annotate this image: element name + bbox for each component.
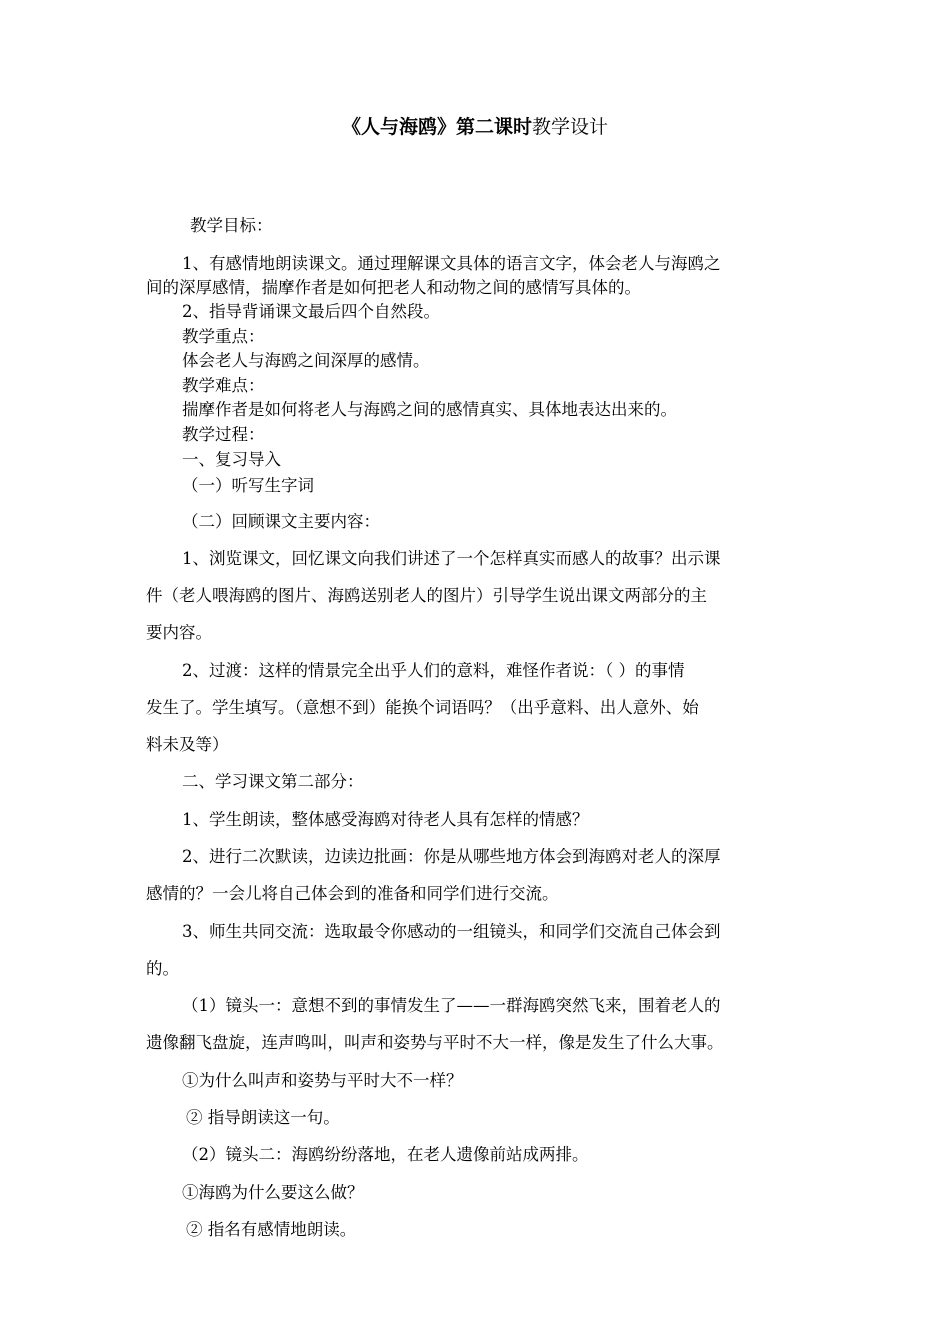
paragraph-line: （2）镜头二：海鸥纷纷落地，在老人遗像前站成两排。 (182, 1145, 589, 1164)
title-bold-part: 《人与海鸥》第二课时 (341, 116, 532, 138)
section-heading: 二、学习课文第二部分： (182, 772, 364, 791)
paragraph-line: 遗像翻飞盘旋，连声鸣叫，叫声和姿势与平时不大一样，像是发生了什么大事。 (146, 1033, 724, 1052)
paragraph-line: 2、过渡：这样的情景完全出乎人们的意料，难怪作者说：（ ）的事情 (182, 661, 685, 680)
list-item: ①为什么叫声和姿势与平时大不一样？ (182, 1071, 463, 1090)
paragraph-line: 1、有感情地朗读课文。通过理解课文具体的语言文字，体会老人与海鸥之 (182, 254, 721, 273)
paragraph-line: （1）镜头一：意想不到的事情发生了——一群海鸥突然飞来，围着老人的 (182, 996, 721, 1015)
paragraph-line: 2、指导背诵课文最后四个自然段。 (182, 302, 440, 321)
heading-key-points: 教学重点： (182, 327, 265, 346)
list-item: ② 指名有感情地朗读。 (186, 1220, 357, 1239)
paragraph-line: 3、师生共同交流：选取最令你感动的一组镜头，和同学们交流自己体会到 (182, 922, 721, 941)
paragraph-line: 揣摩作者是如何将老人与海鸥之间的感情真实、具体地表达出来的。 (182, 400, 677, 419)
paragraph-line: 体会老人与海鸥之间深厚的感情。 (182, 351, 430, 370)
paragraph-line: 1、浏览课文，回忆课文向我们讲述了一个怎样真实而感人的故事？出示课 (182, 549, 721, 568)
section-heading: 一、复习导入 (182, 450, 281, 469)
paragraph-line: 要内容。 (146, 623, 212, 642)
paragraph-line: 2、进行二次默读，边读边批画：你是从哪些地方体会到海鸥对老人的深厚 (182, 847, 721, 866)
paragraph-line: 的。 (146, 959, 179, 978)
list-item: ② 指导朗读这一句。 (186, 1108, 340, 1127)
heading-objectives: 教学目标： (190, 216, 273, 235)
paragraph-line: 间的深厚感情，揣摩作者是如何把老人和动物之间的感情写具体的。 (146, 278, 641, 297)
paragraph-line: 感情的？一会儿将自己体会到的准备和同学们进行交流。 (146, 884, 559, 903)
paragraph-line: 1、学生朗读，整体感受海鸥对待老人具有怎样的情感？ (182, 810, 589, 829)
paragraph-line: 发生了。学生填写。（意想不到）能换个词语吗？（出乎意料、出人意外、始 (146, 698, 699, 717)
title-normal-part: 教学设计 (532, 116, 609, 138)
heading-difficulties: 教学难点： (182, 376, 265, 395)
page-title (0, 113, 950, 141)
subsection-heading: （一）听写生字词 (182, 476, 314, 495)
paragraph-line: 料未及等） (146, 735, 229, 754)
list-item: ①海鸥为什么要这么做？ (182, 1183, 364, 1202)
paragraph-line: 件（老人喂海鸥的图片、海鸥送别老人的图片）引导学生说出课文两部分的主 (146, 586, 707, 605)
subsection-heading: （二）回顾课文主要内容： (182, 512, 380, 531)
heading-process: 教学过程： (182, 425, 265, 444)
